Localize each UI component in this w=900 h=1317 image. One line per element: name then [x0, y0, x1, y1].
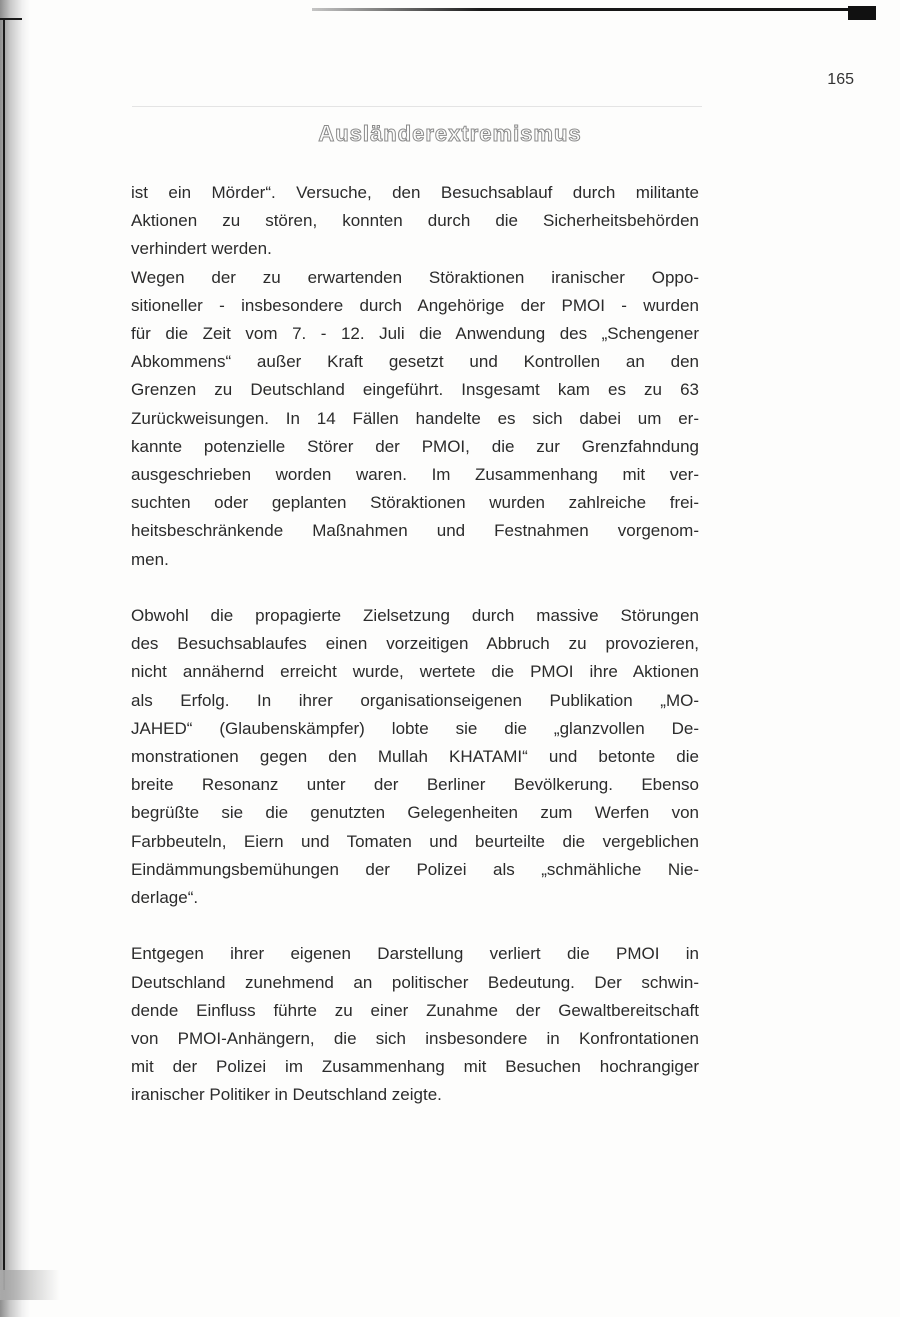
text-line: iranischer Politiker in Deutschland zeigte. — [131, 1085, 442, 1105]
text-line: Deutschland zunehmend an politischer Bedeutung. Der schwin- — [131, 972, 699, 992]
text-line: ausgeschrieben worden waren. Im Zusammenhang mit ver- — [131, 465, 699, 485]
text-line: derlage“. — [131, 888, 199, 908]
text-line: Grenzen zu Deutschland eingeführt. Insgesamt kam es zu 63 — [131, 380, 699, 400]
text-line: Wegen der zu erwartenden Störaktionen iranischer Oppo- — [131, 267, 699, 287]
text-line: des Besuchsablaufes einen vorzeitigen Abbruch zu provozieren, — [131, 634, 699, 654]
text-line: Obwohl die propagierte Zielsetzung durch massive Störungen — [131, 606, 699, 626]
text-line: für die Zeit vom 7. - 12. Juli die Anwendung des „Schengener — [131, 324, 699, 344]
running-head: Ausländerextremismus — [318, 121, 582, 146]
text-line: kannte potenzielle Störer der PMOI, die zur Grenzfahndung — [131, 436, 699, 456]
text-line: men. — [131, 549, 169, 569]
text-line: nicht annähernd erreicht wurde, wertete die PMOI ihre Aktionen — [131, 662, 699, 682]
scan-top-bar — [312, 8, 876, 11]
text-line: sitioneller - insbesondere durch Angehörige der PMOI - wurden — [131, 295, 699, 315]
text-line: begrüßte sie die genutzten Gelegenheiten zum Werfen von — [131, 803, 699, 823]
text-line: Abkommens“ außer Kraft gesetzt und Kontrollen an den — [131, 352, 699, 372]
paragraph-3 — [131, 940, 699, 1109]
body-text — [131, 179, 699, 1138]
scan-corner-mark — [0, 18, 22, 20]
scan-bottom-shade — [0, 1270, 60, 1300]
text-line: Zurückweisungen. In 14 Fällen handelte es sich dabei um er- — [131, 408, 699, 428]
text-line: verhindert werden. — [131, 239, 272, 259]
text-line: Eindämmungsbemühungen der Polizei als „schmähliche Nie- — [131, 859, 699, 879]
text-line: breite Resonanz unter der Berliner Bevölkerung. Ebenso — [131, 775, 699, 795]
page-number: 165 — [827, 71, 854, 88]
paragraph-1 — [131, 179, 699, 574]
text-line: Entgegen ihrer eigenen Darstellung verliert die PMOI in — [131, 944, 699, 964]
text-line: von PMOI-Anhängern, die sich insbesondere in Konfrontationen — [131, 1029, 699, 1049]
text-line: Farbbeuteln, Eiern und Tomaten und beurteilte die vergeblichen — [131, 831, 699, 851]
header-rule — [132, 106, 702, 107]
text-line: JAHED“ (Glaubenskämpfer) lobte sie die „glanzvollen De- — [131, 718, 699, 738]
text-line: dende Einfluss führte zu einer Zunahme der Gewaltbereitschaft — [131, 1000, 699, 1020]
text-line: ist ein Mörder“. Versuche, den Besuchsablauf durch militante — [131, 183, 699, 202]
text-line: monstrationen gegen den Mullah KHATAMI“ und betonte die — [131, 747, 699, 767]
text-line: als Erfolg. In ihrer organisationseigenen Publikation „MO- — [131, 690, 699, 710]
scan-edge-line — [3, 20, 5, 1290]
text-line: Aktionen zu stören, konnten durch die Sicherheitsbehörden — [131, 211, 699, 231]
text-line: heitsbeschränkende Maßnahmen und Festnahmen vorgenom- — [131, 521, 699, 541]
paragraph-2 — [131, 602, 699, 912]
scan-top-tab — [848, 6, 876, 20]
text-line: mit der Polizei im Zusammenhang mit Besuchen hochrangiger — [131, 1057, 699, 1077]
text-line: suchten oder geplanten Störaktionen wurden zahlreiche frei- — [131, 493, 699, 513]
